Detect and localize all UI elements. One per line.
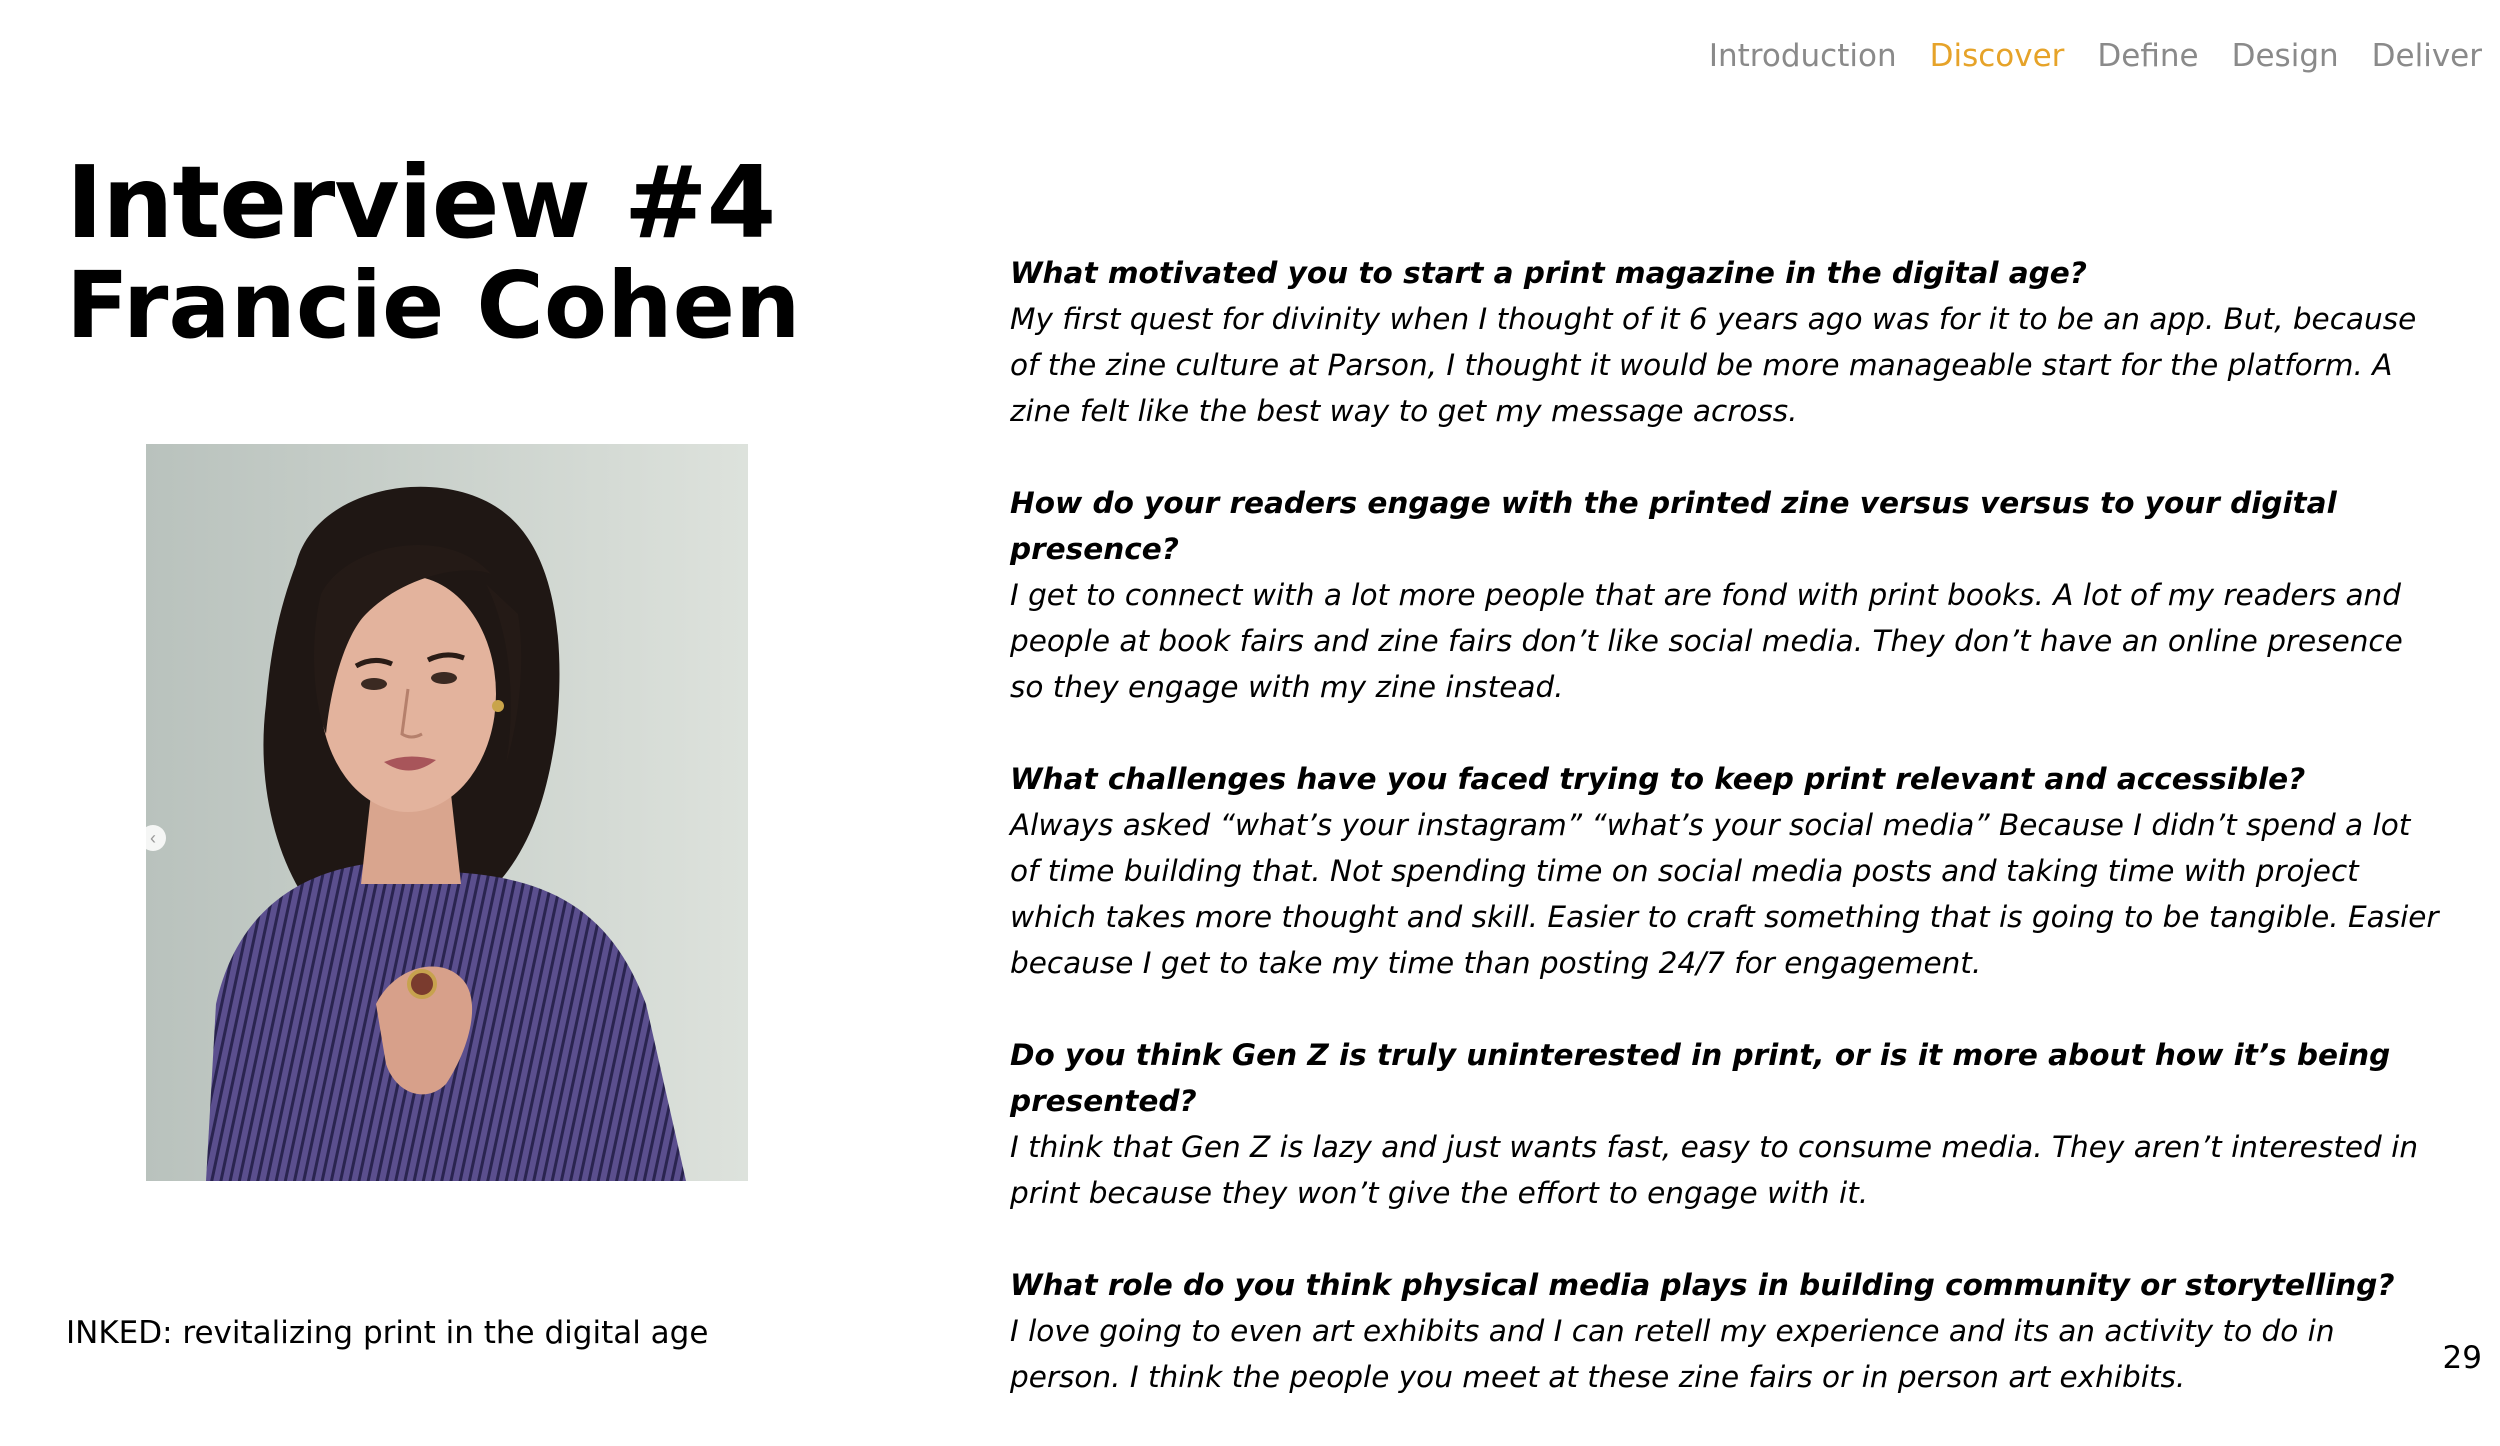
interview-answer: I love going to even art exhibits and I can retell my experience and its an activity to do in person. I think the people you meet at these zine fairs or in person art exhibits.: [1010, 1314, 2335, 1394]
nav-item-design[interactable]: Design: [2231, 38, 2339, 74]
portrait-illustration: [146, 444, 748, 1181]
interview-question: Do you think Gen Z is truly uninterested in print, or is it more about how it’s being presented?: [1010, 1038, 2391, 1118]
interview-transcript: [1010, 250, 2440, 1446]
title-block: [66, 144, 801, 359]
interview-question: What challenges have you faced trying to keep print relevant and accessible?: [1010, 762, 2306, 796]
qa-item: [1010, 250, 2440, 434]
qa-item: [1010, 480, 2440, 710]
qa-item: [1010, 756, 2440, 986]
qa-item: [1010, 1262, 2440, 1400]
nav-item-define[interactable]: Define: [2097, 38, 2199, 74]
nav-item-deliver[interactable]: Deliver: [2371, 38, 2482, 74]
page-title: Interview #4: [66, 144, 776, 261]
nav-item-discover[interactable]: Discover: [1929, 38, 2065, 74]
nav-item-introduction[interactable]: Introduction: [1708, 38, 1897, 74]
interview-answer: Always asked “what’s your instagram” “what’s your social media” Because I didn’t spend a lot of time building that. Not spending time on social media posts and taking time with project which takes more thought and skill. Easier to craft something that is going to be tangible. Easier because I get to take my time than posting 24/7 for engagement.: [1010, 808, 2439, 980]
interview-question: What role do you think physical media plays in building community or storytelling?: [1010, 1268, 2395, 1302]
qa-item: [1010, 1032, 2440, 1216]
interview-question: What motivated you to start a print magazine in the digital age?: [1010, 256, 2087, 290]
carousel-prev-button[interactable]: [140, 825, 166, 851]
interview-question: How do your readers engage with the printed zine versus versus to your digital presence?: [1010, 486, 2337, 566]
page-number: 29: [2442, 1340, 2482, 1376]
interview-answer: My first quest for divinity when I thought of it 6 years ago was for it to be an app. But, because of the zine culture at Parson, I thought it would be more manageable start for the platform. A zine felt like the best way to get my message across.: [1010, 302, 2417, 428]
section-nav: [1709, 38, 2482, 74]
interview-answer: I get to connect with a lot more people that are fond with print books. A lot of my readers and people at book fairs and zine fairs don’t like social media. They don’t have an online presence so they engage with my zine instead.: [1010, 578, 2403, 704]
interviewee-photo: [146, 444, 748, 1181]
chevron-left-icon: ‹: [150, 827, 156, 848]
footer-caption: INKED: revitalizing print in the digital age: [66, 1315, 709, 1351]
interview-answer: I think that Gen Z is lazy and just wants fast, easy to consume media. They aren’t interested in print because they won’t give the effort to engage with it.: [1010, 1130, 2419, 1210]
interviewee-name: Francie Cohen: [66, 252, 801, 359]
